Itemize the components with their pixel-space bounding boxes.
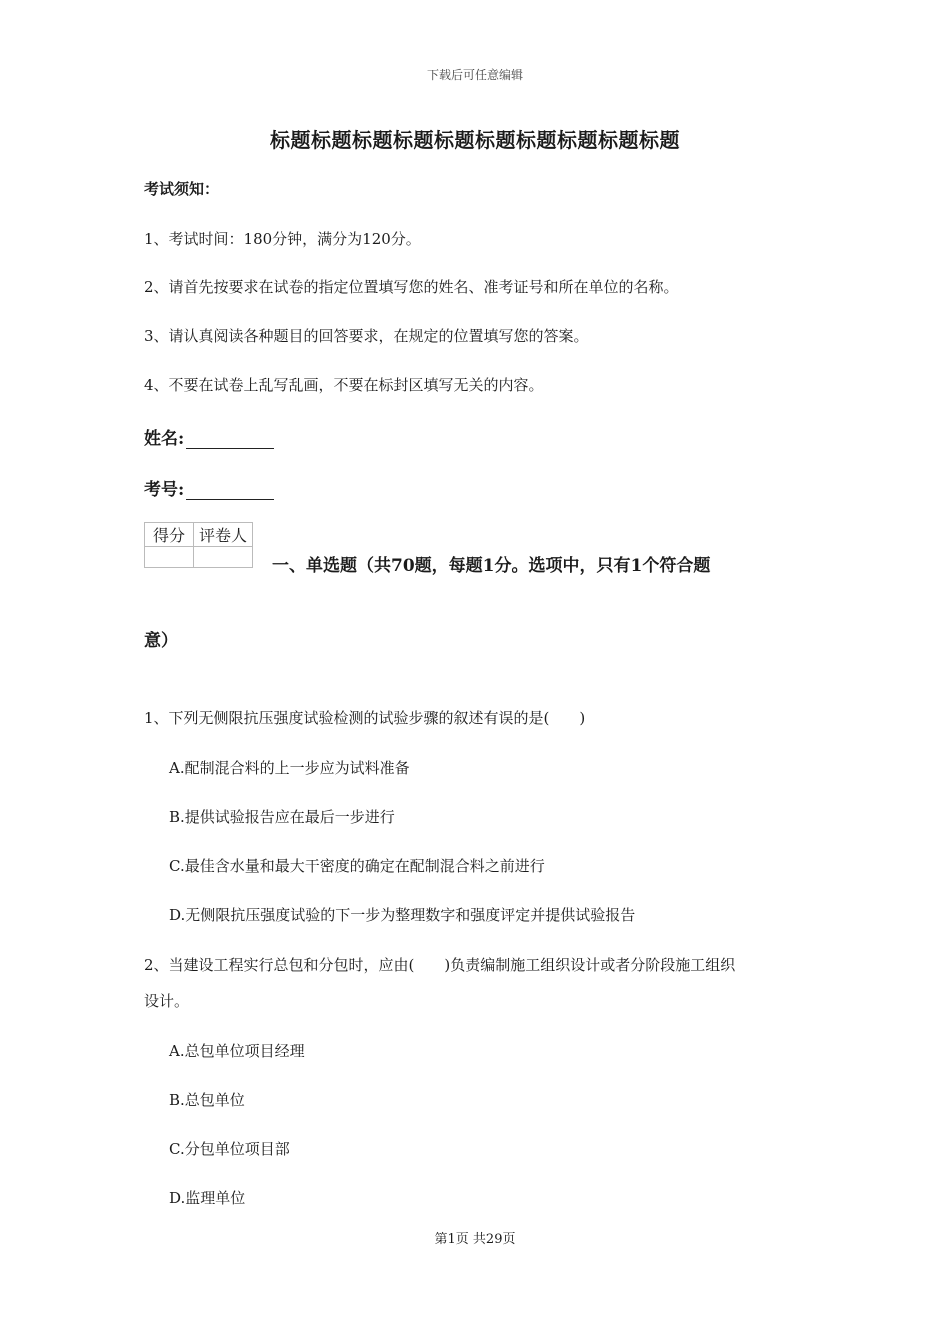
page-header: 下载后可任意编辑 [426, 68, 523, 82]
score-header: 得分 [145, 523, 194, 547]
question-stem: 2、当建设工程实行总包和分包时，应由( )负责编制施工组织设计或者分阶段施工组织 [144, 956, 736, 974]
question-option: A.配制混合料的上一步应为试料准备 [169, 759, 410, 777]
question-option: D.监理单位 [169, 1189, 246, 1207]
notice-item: 2、请首先按要求在试卷的指定位置填写您的姓名、准考证号和所在单位的名称。 [144, 278, 679, 296]
question-option: B.总包单位 [169, 1091, 245, 1109]
grader-cell[interactable] [194, 547, 253, 568]
notice-heading: 考试须知： [144, 180, 220, 198]
question-option: D.无侧限抗压强度试验的下一步为整理数字和强度评定并提供试验报告 [169, 906, 636, 924]
page-number: 第1页 共29页 [434, 1232, 516, 1247]
question-option: B.提供试验报告应在最后一步进行 [169, 808, 395, 826]
exam-id-field[interactable] [144, 475, 274, 500]
question-option: A.总包单位项目经理 [169, 1042, 305, 1060]
exam-id-label: 考号: [144, 480, 185, 500]
document-title: 标题标题标题标题标题标题标题标题标题标题 [270, 128, 680, 152]
question-stem-continued: 设计。 [144, 992, 190, 1010]
score-cell[interactable] [145, 547, 194, 568]
grader-header: 评卷人 [194, 523, 253, 547]
exam-id-blank-line[interactable] [186, 481, 274, 500]
section-title: 一、单选题（共70题，每题1分。选项中，只有1个符合题 [272, 556, 711, 576]
question-stem: 1、下列无侧限抗压强度试验检测的试验步骤的叙述有误的是( ) [144, 709, 586, 727]
name-label: 姓名: [144, 429, 185, 449]
name-field[interactable] [144, 424, 274, 449]
notice-item: 4、不要在试卷上乱写乱画，不要在标封区填写无关的内容。 [144, 376, 544, 394]
name-blank-line[interactable] [186, 430, 274, 449]
notice-item: 3、请认真阅读各种题目的回答要求，在规定的位置填写您的答案。 [144, 327, 589, 345]
question-option: C.最佳含水量和最大干密度的确定在配制混合料之前进行 [169, 857, 545, 875]
question-option: C.分包单位项目部 [169, 1140, 290, 1158]
score-table [144, 522, 253, 568]
notice-item: 1、考试时间：180分钟，满分为120分。 [144, 230, 421, 248]
section-title-continued: 意） [144, 631, 178, 651]
